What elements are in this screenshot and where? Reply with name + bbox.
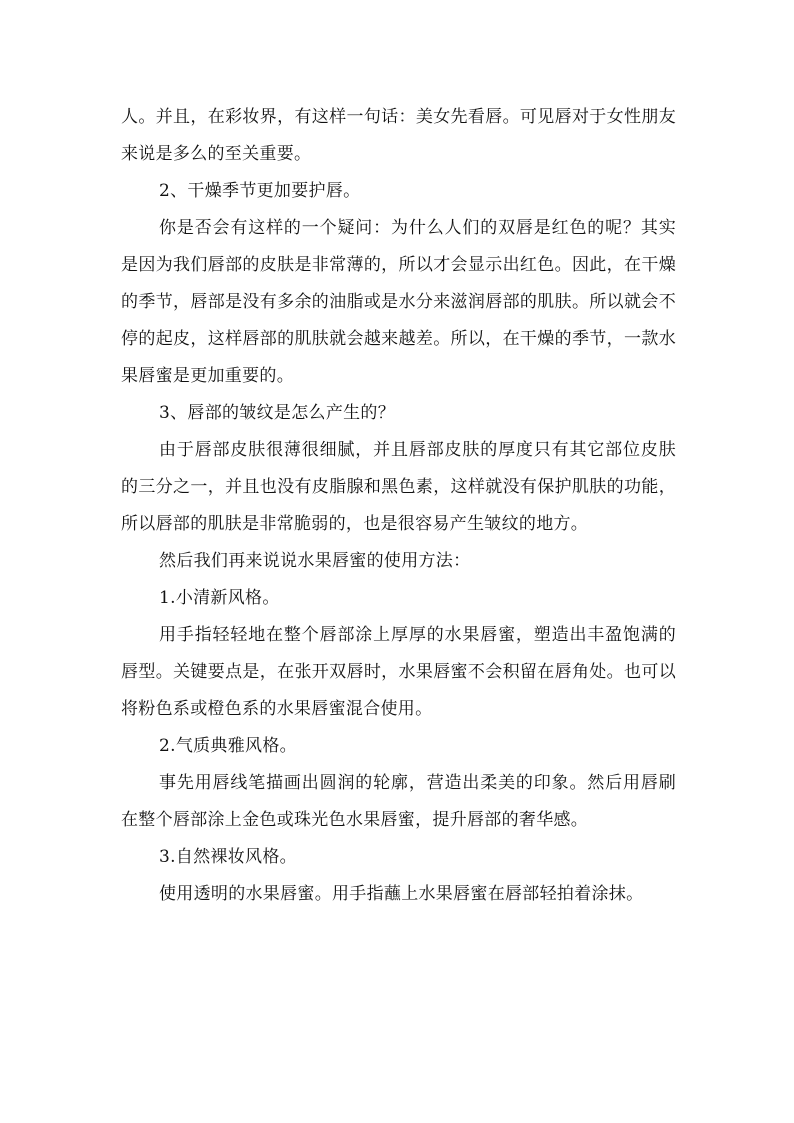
paragraph-dry-season: 你是否会有这样的一个疑问：为什么人们的双唇是红色的呢？其实是因为我们唇部的皮肤是非常薄的，所以才会显示出红色。因此，在干燥的季节，唇部是没有多余的油脂或是水分来滋润唇部的肌肤。所以就会不停的起皮，这样唇部的肌肤就会越来越差。所以，在干燥的季节，一款水果唇蜜是更加重要的。 [121, 218, 676, 386]
style-heading-2: 2.气质典雅风格。 [159, 736, 297, 756]
style-heading-1: 1.小清新风格。 [159, 588, 280, 608]
paragraph-lip-wrinkles: 由于唇部皮肤很薄很细腻，并且唇部皮肤的厚度只有其它部位皮肤的三分之一，并且也没有皮脂腺和黑色素，这样就没有保护肌肤的功能，所以唇部的肌肤是非常脆弱的，也是很容易产生皱纹的地方。 [121, 440, 676, 534]
paragraph-continuation: 人。并且，在彩妆界，有这样一句话：美女先看唇。可见唇对于女性朋友来说是多么的至关重要。 [121, 107, 676, 164]
section-heading-2: 2、干燥季节更加要护唇。 [159, 181, 361, 201]
section-heading-3: 3、唇部的皱纹是怎么产生的？ [159, 403, 396, 423]
document-body [121, 99, 676, 913]
paragraph-usage-intro: 然后我们再来说说水果唇蜜的使用方法： [159, 551, 471, 571]
paragraph-style-3: 使用透明的水果唇蜜。用手指蘸上水果唇蜜在唇部轻拍着涂抹。 [159, 884, 644, 904]
paragraph-style-2: 事先用唇线笔描画出圆润的轮廓，营造出柔美的印象。然后用唇刷在整个唇部涂上金色或珠光色水果唇蜜，提升唇部的奢华感。 [121, 773, 676, 830]
paragraph-style-1: 用手指轻轻地在整个唇部涂上厚厚的水果唇蜜，塑造出丰盈饱满的唇型。关键要点是，在张开双唇时，水果唇蜜不会积留在唇角处。也可以将粉色系或橙色系的水果唇蜜混合使用。 [121, 625, 676, 719]
style-heading-3: 3.自然裸妆风格。 [159, 847, 297, 867]
